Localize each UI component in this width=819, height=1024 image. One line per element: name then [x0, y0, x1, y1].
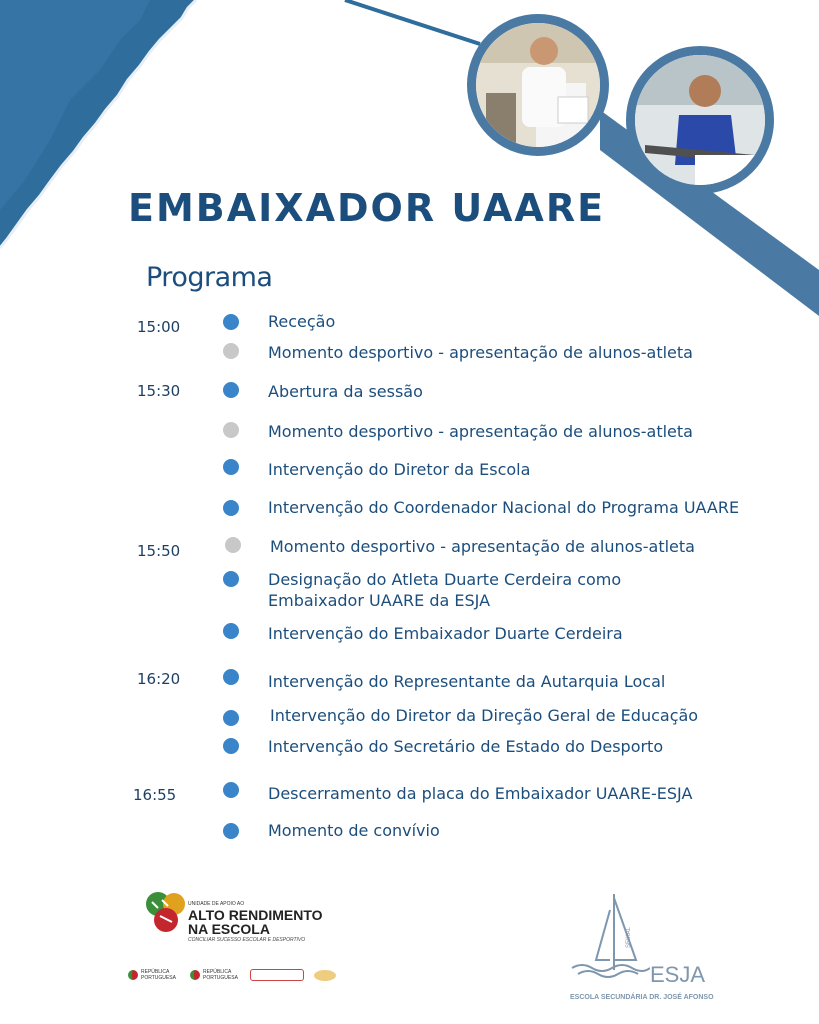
bullet-dot	[223, 782, 239, 798]
time-label: 15:50	[137, 542, 181, 560]
time-label: 15:30	[137, 382, 181, 400]
uaare-logo	[144, 890, 334, 946]
esja-logo	[568, 890, 728, 1008]
flag-icon	[190, 970, 200, 980]
bullet-dot	[223, 422, 239, 438]
program-item: Intervenção do Diretor da Escola	[268, 460, 531, 479]
program-item: Momento desportivo - apresentação de alunos-atleta	[268, 343, 693, 362]
bullet-dot	[223, 823, 239, 839]
flag-icon	[128, 970, 138, 980]
section-subtitle: Programa	[146, 262, 273, 293]
time-label: 15:00	[137, 318, 181, 336]
program-item: Intervenção do Representante da Autarquia Local	[268, 672, 666, 691]
esja-vertical-text: SEIXAL	[626, 926, 632, 948]
bullet-dot	[223, 571, 239, 587]
esja-name: ESJA	[650, 962, 706, 987]
program-item: Abertura da sessão	[268, 382, 423, 401]
page-title: EMBAIXADOR UAARE	[128, 186, 606, 230]
republica-logo: REPÚBLICA PORTUGUESA	[190, 968, 242, 984]
uaare-line3: NA ESCOLA	[188, 921, 270, 937]
program-item: Descerramento da placa do Embaixador UAARE-ESJA	[268, 784, 693, 803]
uaare-line1: UNIDADE DE APOIO AO	[188, 901, 245, 907]
time-label: 16:20	[137, 670, 181, 688]
uaare-line2: ALTO RENDIMENTO	[188, 907, 323, 923]
uaare-tagline: CONCILIAR SUCESSO ESCOLAR E DESPORTIVO	[188, 937, 306, 943]
time-label: 16:55	[133, 786, 177, 804]
bullet-dot	[223, 738, 239, 754]
photo-student	[467, 14, 609, 156]
diagonal-line	[345, 0, 480, 44]
program-item: Momento desportivo - apresentação de alunos-atleta	[270, 537, 695, 556]
esja-full-name: ESCOLA SECUNDÁRIA DR. JOSÉ AFONSO	[570, 994, 714, 1001]
program-item: Intervenção do Coordenador Nacional do Programa UAARE	[268, 498, 740, 517]
photo-athlete	[626, 46, 774, 194]
program-item: Receção	[268, 312, 336, 331]
program-item-continued: Embaixador UAARE da ESJA	[268, 591, 491, 610]
program-item: Intervenção do Secretário de Estado do Desporto	[268, 737, 664, 756]
sailboat-icon	[570, 890, 650, 980]
uaare-emblem-icon	[144, 890, 188, 934]
partner-logo	[250, 969, 304, 981]
bullet-dot	[223, 623, 239, 639]
bullet-dot	[223, 314, 239, 330]
bullet-dot	[223, 710, 239, 726]
republica-logo: REPÚBLICA PORTUGUESA	[128, 968, 180, 984]
program-item: Designação do Atleta Duarte Cerdeira como	[268, 570, 622, 589]
partner-logo	[314, 970, 336, 981]
program-item: Intervenção do Embaixador Duarte Cerdeira	[268, 624, 623, 643]
bullet-dot	[223, 343, 239, 359]
bullet-dot	[223, 669, 239, 685]
bullet-dot	[225, 537, 241, 553]
bullet-dot	[223, 459, 239, 475]
program-item: Momento desportivo - apresentação de alunos-atleta	[268, 422, 693, 441]
bullet-dot	[223, 382, 239, 398]
program-item: Intervenção do Diretor da Direção Geral de Educação	[270, 706, 699, 725]
program-item: Momento de convívio	[268, 821, 440, 840]
bullet-dot	[223, 500, 239, 516]
